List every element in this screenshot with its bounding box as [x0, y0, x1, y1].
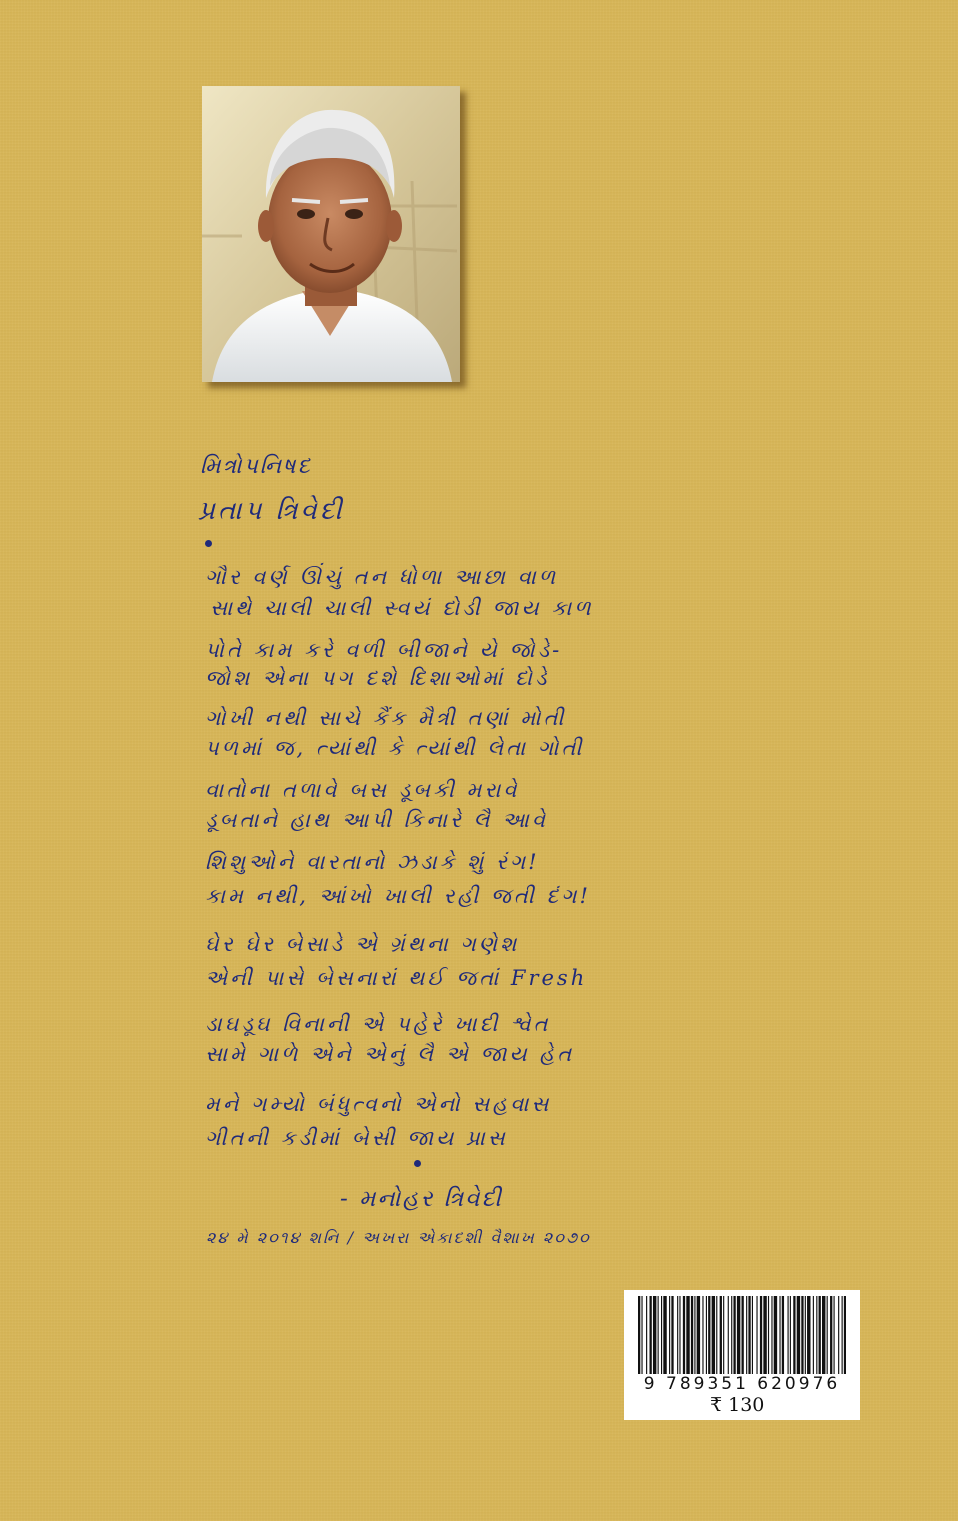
poem-line: એની પાસે બેસનારાં થઈ જતાં Fresh	[205, 966, 588, 990]
poem-line: ગોખી નથી સાચે કૈંક મૈત્રી તણાં મોતી	[205, 706, 567, 730]
portrait-illustration-icon	[202, 86, 460, 382]
poem-line: પોતે કામ કરે વળી બીજાને યે જોડે-	[205, 638, 563, 662]
poem-line: પળમાં જ, ત્યાંથી કે ત્યાંથી લેતા ગોતી	[205, 736, 585, 760]
poem-line: કામ નથી, આંખો ખાલી રહી જતી દંગ!	[205, 884, 591, 908]
poem-line: ડાઘડૂઘ વિનાની એ પહેરે ખાદી શ્વેત	[205, 1012, 551, 1036]
poem-heading: મિત્રોપનિષદ	[200, 454, 312, 479]
poem-line: ડૂબતાને હાથ આપી કિનારે લૈ આવે	[205, 808, 548, 832]
poem-line: જોશ એના પગ દશે દિશાઓમાં દોડે	[205, 666, 550, 690]
bullet-dot	[205, 540, 212, 547]
poem-line: ઘેર ઘેર બેસાડે એ ગ્રંથના ગણેશ	[205, 932, 520, 956]
poem-signature: - મનોહર ત્રિવેદી	[340, 1186, 503, 1212]
barcode-label	[624, 1290, 860, 1420]
bullet-dot	[414, 1160, 421, 1167]
poem-dateline: ૨૪ મે ૨૦૧૪ શનિ / અખરા એકાદશી વૈશાખ ૨૦૭૦	[206, 1228, 591, 1247]
poem-line: શિશુઓને વારતાનો ઝડાકે શું રંગ!	[205, 850, 540, 874]
price-label: ₹ 130	[710, 1394, 765, 1416]
isbn-barcode-icon	[638, 1296, 846, 1374]
poem-line: સામે ગાળે એને એનું લૈ એ જાય હેત	[205, 1042, 575, 1066]
isbn-number: 9 789351 620976	[643, 1374, 841, 1394]
poem-line: વાતોના તળાવે બસ ડૂબકી મરાવે	[205, 778, 520, 802]
poem-line: ગીતની કડીમાં બેસી જાય પ્રાસ	[205, 1126, 508, 1150]
poem-line: સાથે ચાલી ચાલી સ્વયં દોડી જાય કાળ	[210, 596, 594, 620]
poem-author: પ્રતાપ ત્રિવેદી	[198, 496, 345, 526]
poem-line: ગૌર વર્ણ ઊંચું તન ધોળા આછા વાળ	[205, 565, 559, 589]
author-portrait-photo	[202, 86, 460, 382]
poem-line: મને ગમ્યો બંધુત્વનો એનો સહવાસ	[205, 1092, 552, 1116]
